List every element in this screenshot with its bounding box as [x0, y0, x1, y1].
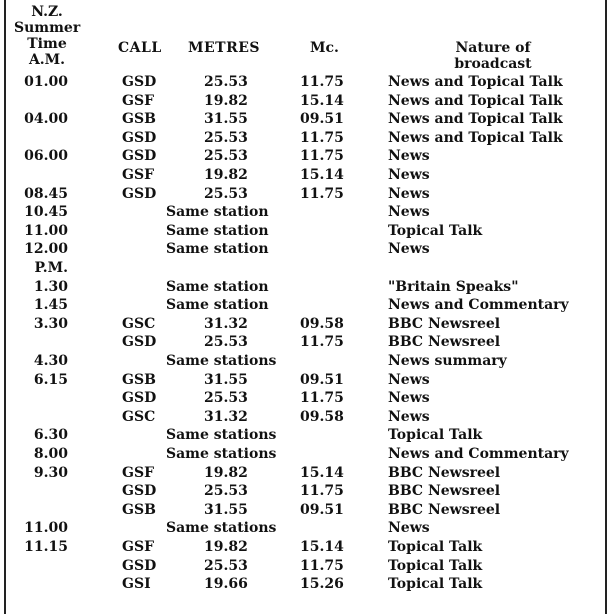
nature-cell: BBC Newsreel [388, 501, 501, 518]
same-station-cell: Same station [166, 278, 269, 295]
mc-cell: 11.75 [300, 185, 344, 202]
table-row [0, 465, 612, 481]
time-cell: 06.00 [24, 148, 68, 165]
time-cell: 1.45 [33, 297, 68, 314]
table-row [0, 502, 612, 518]
mc-cell: 15.26 [300, 576, 344, 593]
call-cell: GSI [122, 576, 151, 593]
mc-cell: 11.75 [300, 129, 344, 146]
header-time-line: Time [27, 36, 67, 52]
nature-cell: News summary [388, 353, 507, 369]
table-row [0, 558, 612, 574]
nature-cell: BBC Newsreel [388, 483, 501, 500]
table-row [0, 483, 612, 499]
nature-cell: News [388, 148, 430, 165]
header-metres: METRES [188, 40, 261, 56]
mc-cell: 15.14 [300, 539, 344, 555]
table-row [0, 167, 612, 183]
table-row [0, 93, 612, 109]
metres-cell: 19.82 [204, 464, 248, 481]
same-station-cell: Same stations [166, 353, 277, 369]
mc-cell: 09.51 [300, 501, 344, 518]
table-row [0, 520, 612, 536]
metres-cell: 31.32 [204, 408, 248, 425]
nature-cell: Topical Talk [388, 557, 483, 574]
table-row [0, 279, 612, 295]
metres-cell: 25.53 [204, 557, 248, 574]
mc-cell: 11.75 [300, 390, 344, 407]
time-cell: 3.30 [33, 315, 68, 332]
mc-cell: 09.51 [300, 371, 344, 388]
same-station-cell: Same station [166, 204, 269, 221]
table-row [0, 576, 612, 592]
nature-cell: News and Topical Talk [388, 129, 563, 146]
call-cell: GSF [122, 167, 155, 183]
call-cell: GSD [122, 185, 157, 202]
table-row [0, 390, 612, 406]
time-cell: 11.00 [24, 520, 68, 537]
time-cell: 4.30 [33, 353, 68, 369]
call-cell: GSD [122, 74, 157, 90]
nature-cell: "Britain Speaks" [388, 278, 519, 295]
metres-cell: 25.53 [204, 74, 248, 90]
table-row [0, 148, 612, 164]
mc-cell: 15.14 [300, 167, 344, 183]
metres-cell: 19.82 [204, 167, 248, 183]
nature-cell: BBC Newsreel [388, 315, 501, 332]
time-cell: 12.00 [24, 241, 68, 258]
nature-cell: Topical Talk [388, 222, 483, 239]
nature-cell: BBC Newsreel [388, 464, 501, 481]
nature-cell: News and Topical Talk [388, 92, 563, 109]
metres-cell: 19.82 [204, 92, 248, 109]
nature-cell: Topical Talk [388, 576, 483, 593]
nature-cell: News and Topical Talk [388, 111, 563, 128]
same-station-cell: Same stations [166, 427, 277, 444]
nature-cell: News and Commentary [388, 297, 569, 314]
time-cell: P.M. [34, 260, 68, 276]
nature-cell: News [388, 204, 430, 221]
header-time-line: Summer [14, 20, 81, 36]
table-row [0, 334, 612, 350]
table-row [0, 539, 612, 555]
call-cell: GSF [122, 92, 155, 109]
call-cell: GSD [122, 334, 157, 351]
table-row [0, 353, 612, 369]
call-cell: GSD [122, 129, 157, 146]
table-row [0, 74, 612, 90]
table-row [0, 223, 612, 239]
metres-cell: 25.53 [204, 185, 248, 202]
mc-cell: 15.14 [300, 464, 344, 481]
header-mc: Mc. [310, 40, 339, 56]
nature-cell: News [388, 371, 430, 388]
nature-cell: BBC Newsreel [388, 334, 501, 351]
table-row [0, 446, 612, 462]
nature-cell: News and Commentary [388, 446, 569, 462]
nature-cell: Topical Talk [388, 539, 483, 555]
table-row [0, 297, 612, 313]
time-cell: 11.15 [24, 539, 68, 555]
table-row [0, 260, 612, 276]
table-row [0, 186, 612, 202]
table-row [0, 409, 612, 425]
time-cell: 8.00 [33, 446, 68, 462]
call-cell: GSF [122, 464, 155, 481]
table-row [0, 130, 612, 146]
table-row [0, 372, 612, 388]
mc-cell: 11.75 [300, 483, 344, 500]
same-station-cell: Same stations [166, 446, 277, 462]
same-station-cell: Same station [166, 222, 269, 239]
nature-cell: News and Topical Talk [388, 74, 563, 90]
mc-cell: 11.75 [300, 148, 344, 165]
metres-cell: 31.55 [204, 111, 248, 128]
mc-cell: 09.51 [300, 111, 344, 128]
call-cell: GSD [122, 390, 157, 407]
nature-cell: News [388, 167, 430, 183]
metres-cell: 25.53 [204, 129, 248, 146]
metres-cell: 19.82 [204, 539, 248, 555]
header-time-line: A.M. [28, 52, 66, 68]
call-cell: GSF [122, 539, 155, 555]
time-cell: 10.45 [24, 204, 68, 221]
mc-cell: 11.75 [300, 74, 344, 90]
table-row [0, 316, 612, 332]
time-cell: 04.00 [24, 111, 68, 128]
table-row [0, 427, 612, 443]
call-cell: GSB [122, 111, 156, 128]
same-station-cell: Same station [166, 241, 269, 258]
table-row [0, 204, 612, 220]
header-nature-line: broadcast [454, 56, 532, 72]
metres-cell: 25.53 [204, 390, 248, 407]
nature-cell: News [388, 520, 430, 537]
table-row [0, 241, 612, 257]
table-row [0, 111, 612, 127]
metres-cell: 25.53 [204, 334, 248, 351]
nature-cell: News [388, 408, 430, 425]
nature-cell: News [388, 185, 430, 202]
header-time-line: N.Z. [31, 4, 63, 20]
nature-cell: News [388, 241, 430, 258]
call-cell: GSB [122, 371, 156, 388]
same-station-cell: Same station [166, 297, 269, 314]
metres-cell: 25.53 [204, 148, 248, 165]
mc-cell: 15.14 [300, 92, 344, 109]
time-cell: 9.30 [33, 464, 68, 481]
call-cell: GSD [122, 557, 157, 574]
time-cell: 01.00 [24, 74, 68, 90]
time-cell: 08.45 [24, 185, 68, 202]
metres-cell: 25.53 [204, 483, 248, 500]
metres-cell: 19.66 [204, 576, 248, 593]
time-cell: 1.30 [33, 278, 68, 295]
time-cell: 6.30 [33, 427, 68, 444]
mc-cell: 09.58 [300, 408, 344, 425]
mc-cell: 11.75 [300, 334, 344, 351]
same-station-cell: Same stations [166, 520, 277, 537]
metres-cell: 31.55 [204, 501, 248, 518]
call-cell: GSB [122, 501, 156, 518]
time-cell: 11.00 [24, 222, 68, 239]
call-cell: GSC [122, 408, 156, 425]
nature-cell: News [388, 390, 430, 407]
call-cell: GSD [122, 148, 157, 165]
mc-cell: 11.75 [300, 557, 344, 574]
mc-cell: 09.58 [300, 315, 344, 332]
header-nature-line: Nature of [455, 40, 531, 56]
nature-cell: Topical Talk [388, 427, 483, 444]
time-cell: 6.15 [33, 371, 68, 388]
call-cell: GSD [122, 483, 157, 500]
header-call: CALL [118, 40, 162, 56]
metres-cell: 31.55 [204, 371, 248, 388]
call-cell: GSC [122, 315, 156, 332]
metres-cell: 31.32 [204, 315, 248, 332]
